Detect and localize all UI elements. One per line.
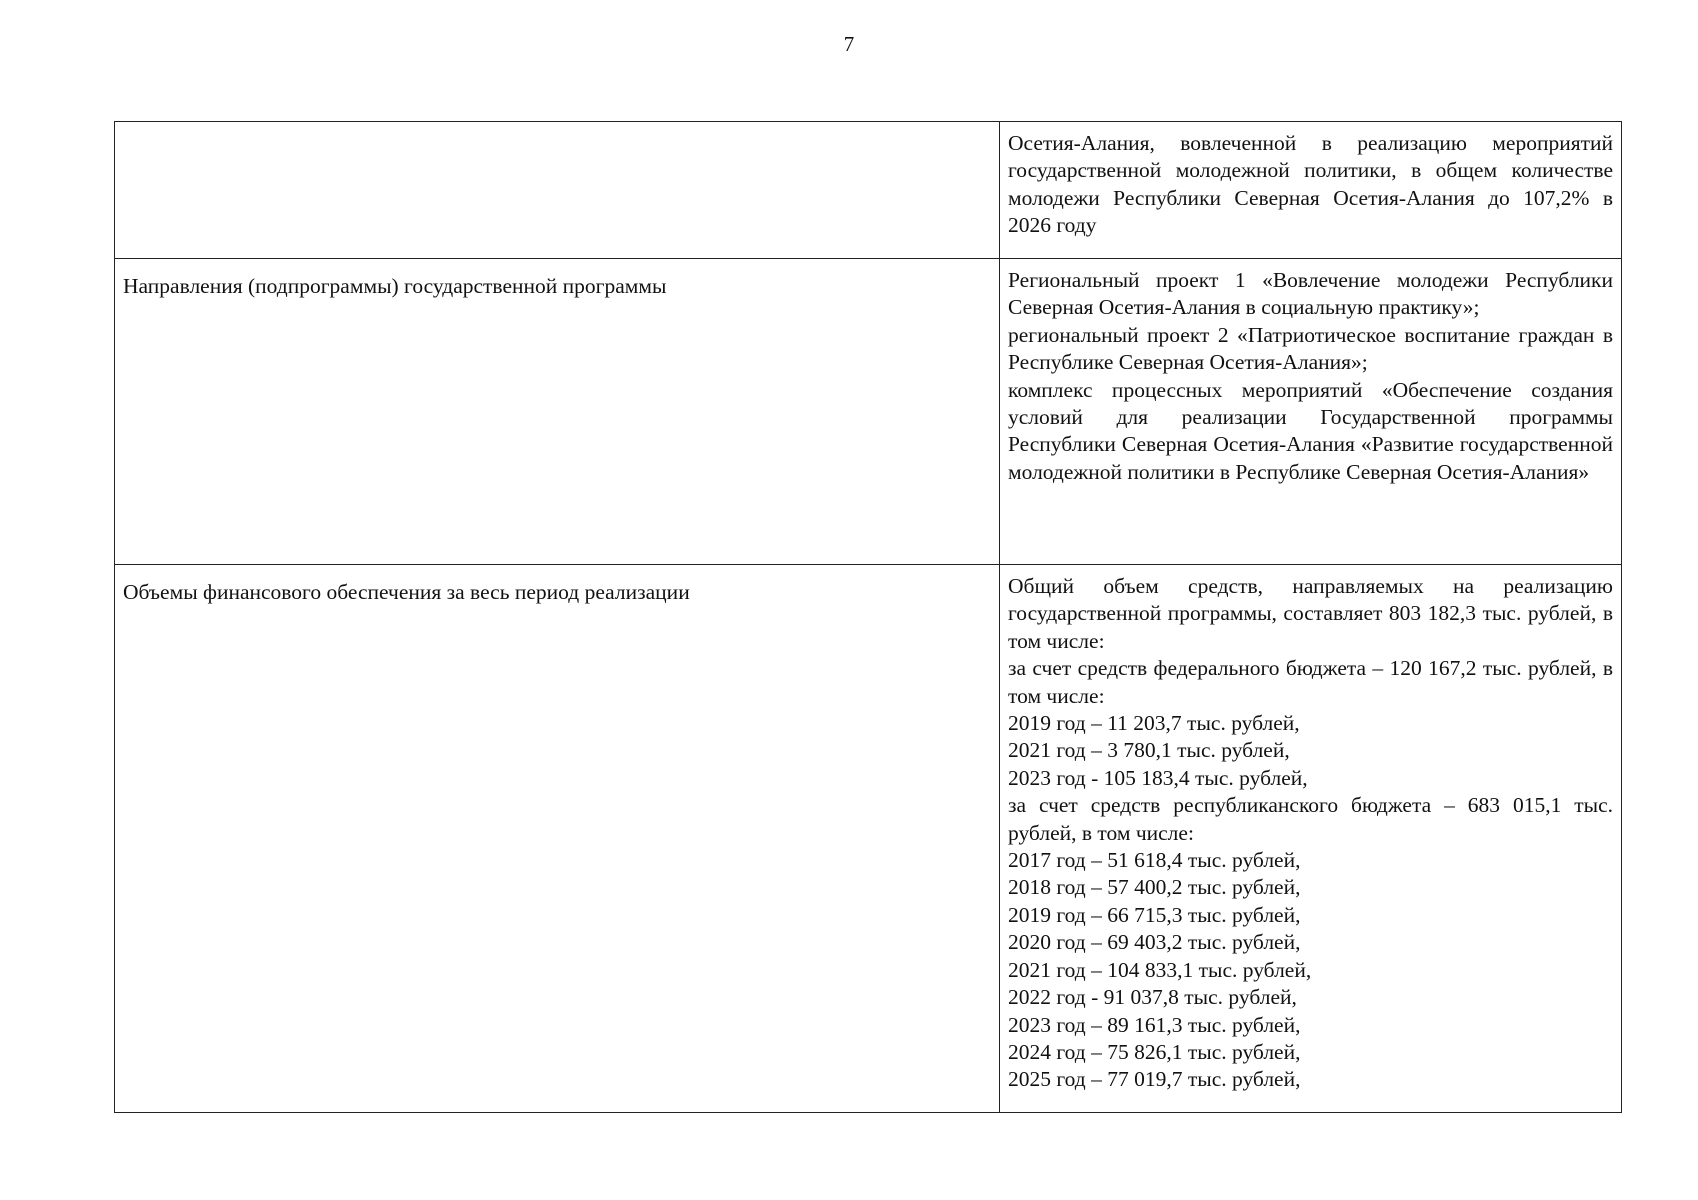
table-row [115, 122, 1622, 259]
funding-label: Объемы финансового обеспечения за весь период реализации [115, 565, 1000, 1113]
republic-year-line: 2020 год – 69 403,2 тыс. рублей, [1008, 930, 1301, 955]
program-passport-table [114, 121, 1622, 1113]
table-row [115, 565, 1622, 1113]
row1-label-cell [115, 122, 1000, 259]
table-row [115, 259, 1622, 565]
funding-total-text: Общий объем средств, направляемых на реализацию государственной программы, составляет 803 182,3 тыс. рублей, в том числе: [1008, 574, 1613, 653]
republic-year-line: 2019 год – 66 715,3 тыс. рублей, [1008, 902, 1301, 927]
republic-budget-text: за счет средств республиканского бюджета – 683 015,1 тыс. рублей, в том числе: [1008, 793, 1613, 845]
republic-year-line: 2025 год – 77 019,7 тыс. рублей, [1008, 1067, 1301, 1092]
subprogram-item: Региональный проект 1 «Вовлечение молодежи Республики Северная Осетия-Алания в социальную практику»; [1008, 268, 1613, 320]
subprogram-item: региональный проект 2 «Патриотическое воспитание граждан в Республике Северная Осетия-Алания»; [1008, 322, 1613, 375]
page-number: 7 [843, 32, 855, 56]
federal-year-line: 2021 год – 3 780,1 тыс. рублей, [1008, 738, 1290, 763]
federal-year-line: 2023 год - 105 183,4 тыс. рублей, [1008, 765, 1308, 790]
republic-year-line: 2018 год – 57 400,2 тыс. рублей, [1008, 875, 1301, 900]
republic-year-line: 2021 год – 104 833,1 тыс. рублей, [1008, 957, 1312, 982]
subprogram-item: комплекс процессных мероприятий «Обеспечение создания условий для реализации Государственной программы Республики Северная Осетия-Алания «Развитие государственной молодежной политики в Республике Северная Осетия-Алания» [1008, 377, 1613, 484]
republic-year-line: 2022 год - 91 037,8 тыс. рублей, [1008, 985, 1297, 1010]
subprograms-value-cell [1000, 259, 1622, 565]
republic-year-line: 2023 год – 89 161,3 тыс. рублей, [1008, 1012, 1301, 1037]
funding-value-cell [1000, 565, 1622, 1113]
federal-year-line: 2019 год – 11 203,7 тыс. рублей, [1008, 711, 1300, 736]
federal-budget-text: за счет средств федерального бюджета – 120 167,2 тыс. рублей, в том числе: [1008, 656, 1613, 708]
republic-year-line: 2017 год – 51 618,4 тыс. рублей, [1008, 848, 1301, 873]
row1-value-cell: Осетия-Алания, вовлеченной в реализацию мероприятий государственной молодежной политики, в общем количестве молодежи Республики Северная Осетия-Алания до 107,2% в 2026 году [1000, 122, 1622, 259]
republic-year-line: 2024 год – 75 826,1 тыс. рублей, [1008, 1039, 1301, 1064]
subprograms-label: Направления (подпрограммы) государственной программы [115, 259, 1000, 565]
